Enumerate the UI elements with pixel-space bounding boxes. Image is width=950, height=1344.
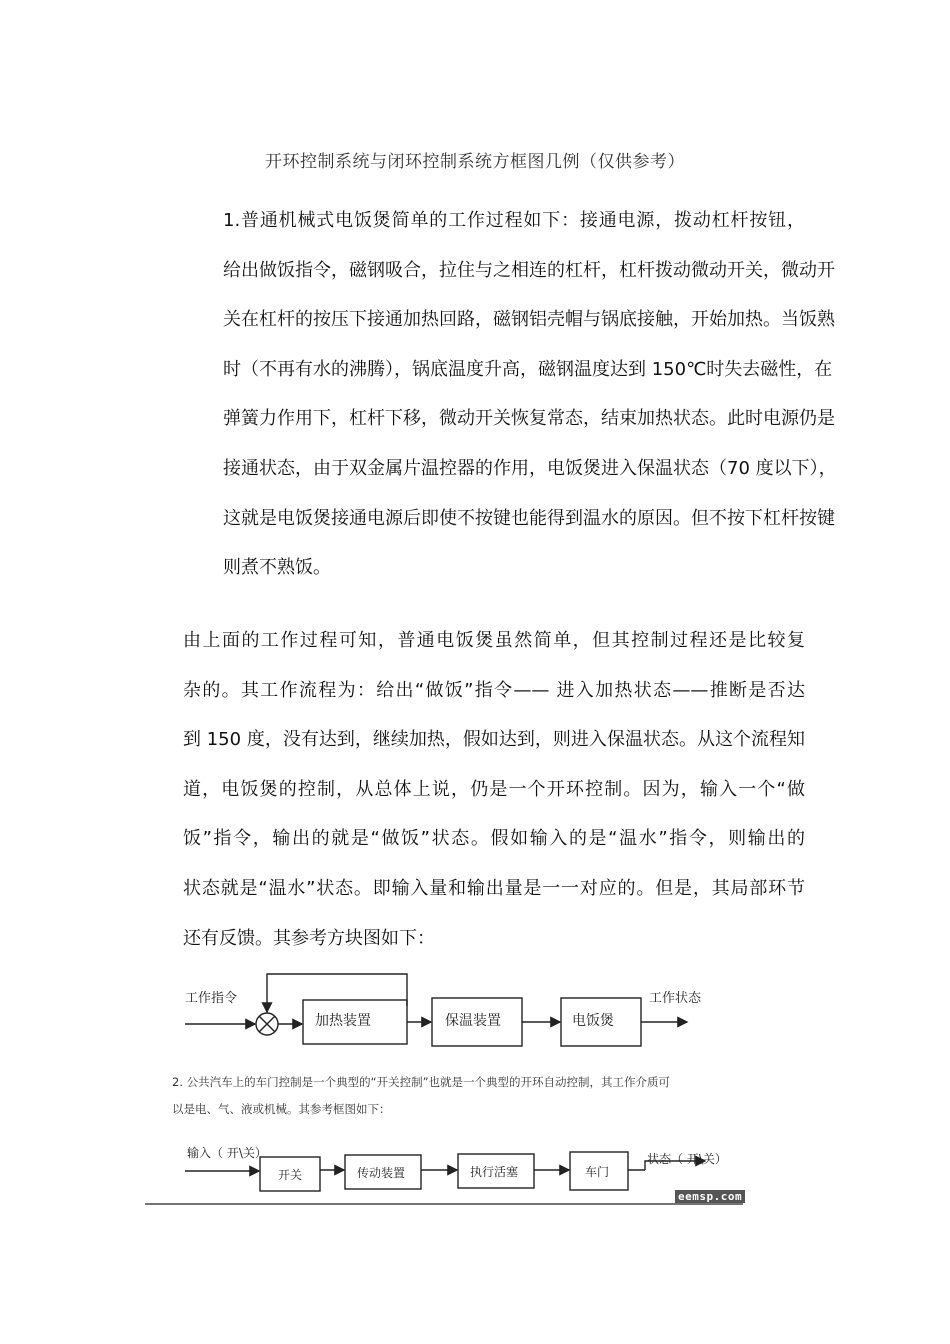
text-line: 1.普通机械式电饭煲简单的工作过程如下：接通电源，拨动杠杆按钮， (223, 210, 805, 231)
text-line: 则煮不熟饭。 (223, 557, 331, 579)
text-line: 到 150 度，没有达到，继续加热，假如达到，则进入保温状态。从这个流程知 (183, 729, 805, 751)
text-line: 由上面的工作过程可知，普通电饭煲虽然简单，但其控制过程还是比较复 (183, 630, 805, 651)
text-line: 还有反馈。其参考方块图如下： (183, 927, 435, 949)
document-title: 开环控制系统与闭环控制系统方框图几例（仅供参考） (265, 152, 685, 172)
block-heating-label: 加热装置 (315, 1013, 371, 1029)
text-line: 给出做饭指令，磁钢吸合，拉住与之相连的杠杆，杠杆拨动微动开关，微动开 (223, 259, 835, 281)
block-door-label: 车门 (585, 1165, 610, 1179)
block-rice-cooker-label: 电饭煲 (572, 1013, 614, 1029)
diagram1-output-label: 工作状态 (649, 991, 702, 1006)
block-transmission-label: 传动装置 (357, 1166, 406, 1180)
text-line: 时（不再有水的沸腾），锅底温度升高，磁钢温度达到 150℃时失去磁性，在 (223, 358, 833, 380)
text-line: 道，电饭煲的控制，从总体上说，仍是一个开环控制。因为，输入一个“做 (183, 778, 805, 800)
text-line: 杂的。其工作流程为：给出“做饭”指令—— 进入加热状态——推断是否达 (183, 679, 805, 701)
paragraph-rice-cooker-process (145, 196, 837, 593)
caption-line: 以是电、气、液或机械。其参考框图如下： (172, 1102, 391, 1116)
block-switch-label: 开关 (278, 1168, 303, 1182)
text-line: 弹簧力作用下，杠杆下移，微动开关恢复常态，结束加热状态。此时电源仍是 (223, 408, 835, 430)
text-line: 关在杠杆的按压下接通加热回路，磁钢铝壳帽与锅底接触，开始加热。当饭熟 (223, 309, 835, 331)
diagram-lines (145, 970, 765, 1210)
diagram2-output-label: 状态（ 开\关） (647, 1152, 727, 1166)
text-line: 接通状态，由于双金属片温控器的作用，电饭煲进入保温状态（70 度以下）， (223, 457, 837, 479)
feedback-loop (267, 974, 407, 1012)
caption-line: 2. 公共汽车上的车门控制是一个典型的“开关控制”也就是一个典型的开环自动控制，其工作介质可 (172, 1075, 671, 1089)
block-warming-label: 保温装置 (445, 1013, 501, 1029)
text-line: 饭”指令，输出的就是“做饭”状态。假如输入的是“温水”指令，则输出的 (183, 828, 805, 850)
paragraph-control-analysis (145, 616, 805, 963)
block-diagram-figure (145, 970, 765, 1210)
text-line: 这就是电饭煲接通电源后即使不按键也能得到温水的原因。但不按下杠杆按键 (223, 507, 835, 529)
watermark: eemsp.com (675, 1190, 745, 1203)
diagram2-input-label: 输入（ 开\关） (187, 1146, 267, 1160)
text-line: 状态就是“温水”状态。即输入量和输出量是一一对应的。但是，其局部环节 (183, 877, 805, 899)
block-piston-label: 执行活塞 (470, 1165, 519, 1179)
diagram1-input-label: 工作指令 (185, 991, 238, 1006)
